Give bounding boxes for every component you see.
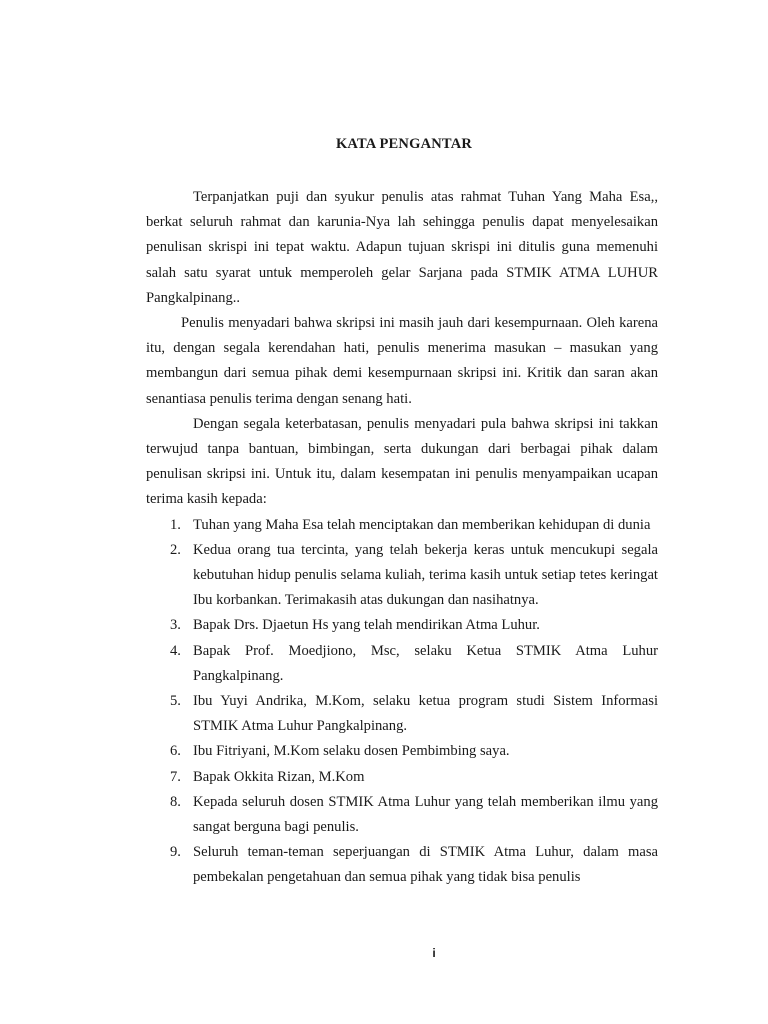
list-item bbox=[146, 613, 658, 638]
page-number: i bbox=[432, 946, 436, 960]
list-item bbox=[146, 538, 658, 614]
thanks-list bbox=[146, 513, 658, 891]
list-number: 4. bbox=[170, 642, 181, 659]
list-number: 3. bbox=[170, 617, 181, 634]
list-number: 8. bbox=[170, 793, 181, 810]
list-number: 9. bbox=[170, 844, 181, 861]
list-item-text: Tuhan yang Maha Esa telah menciptakan dan memberikan kehidupan di dunia bbox=[193, 516, 651, 533]
list-item bbox=[146, 689, 658, 739]
document-body bbox=[146, 185, 658, 891]
list-number: 5. bbox=[170, 693, 181, 710]
list-item-text: Bapak Prof. Moedjiono, Msc, selaku Ketua STMIK Atma Luhur Pangkalpinang. bbox=[193, 642, 658, 684]
list-item bbox=[146, 790, 658, 840]
list-number: 2. bbox=[170, 541, 181, 558]
list-item-text: Bapak Okkita Rizan, M.Kom bbox=[193, 768, 365, 785]
list-number: 6. bbox=[170, 743, 181, 760]
paragraph-acknowledgement: Penulis menyadari bahwa skripsi ini masih jauh dari kesempurnaan. Oleh karena itu, dengan segala kerendahan hati, penulis menerima masukan – masukan yang membangun dari semua pihak demi kesempurnaan skripsi ini. Kritik dan saran akan senantiasa penulis terima dengan senang hati. bbox=[146, 315, 658, 407]
paragraph-thanks-intro: Dengan segala keterbatasan, penulis menyadari pula bahwa skripsi ini takkan terwujud tanpa bantuan, bimbingan, serta dukungan dari berbagai pihak dalam penulisan skripsi ini. Untuk itu, dalam kesempatan ini penulis menyampaikan ucapan terima kasih kepada: bbox=[146, 415, 658, 508]
list-item bbox=[146, 765, 658, 790]
list-item-text: Kedua orang tua tercinta, yang telah bekerja keras untuk mencukupi segala kebutuhan hidup penulis selama kuliah, terima kasih untuk setiap tetes keringat Ibu korbankan. Terimakasih atas dukungan dan nasihatnya. bbox=[193, 541, 658, 609]
page-title: KATA PENGANTAR bbox=[335, 136, 473, 152]
list-item bbox=[146, 639, 658, 689]
list-item bbox=[146, 513, 658, 538]
list-number: 1. bbox=[170, 516, 181, 533]
list-item bbox=[146, 739, 658, 764]
paragraph-intro: Terpanjatkan puji dan syukur penulis atas rahmat Tuhan Yang Maha Esa,, berkat seluruh rahmat dan karunia-Nya lah sehingga penulis dapat menyelesaikan penulisan skrispi ini tepat waktu. Adapun tujuan skrispi ini ditulis guna memenuhi salah satu syarat untuk memperoleh gelar Sarjana pada STMIK ATMA LUHUR Pangkalpinang.. bbox=[146, 189, 658, 306]
list-item-text: Ibu Fitriyani, M.Kom selaku dosen Pembimbing saya. bbox=[193, 743, 510, 760]
list-item-text: Bapak Drs. Djaetun Hs yang telah mendirikan Atma Luhur. bbox=[193, 617, 540, 634]
list-item-text: Ibu Yuyi Andrika, M.Kom, selaku ketua program studi Sistem Informasi STMIK Atma Luhur Pangkalpinang. bbox=[193, 693, 658, 735]
list-item bbox=[146, 840, 658, 890]
list-number: 7. bbox=[170, 768, 181, 785]
list-item-text: Seluruh teman-teman seperjuangan di STMIK Atma Luhur, dalam masa pembekalan pengetahuan dan semua pihak yang tidak bisa penulis bbox=[193, 844, 658, 886]
list-item-text: Kepada seluruh dosen STMIK Atma Luhur yang telah memberikan ilmu yang sangat berguna bagi penulis. bbox=[193, 793, 658, 836]
